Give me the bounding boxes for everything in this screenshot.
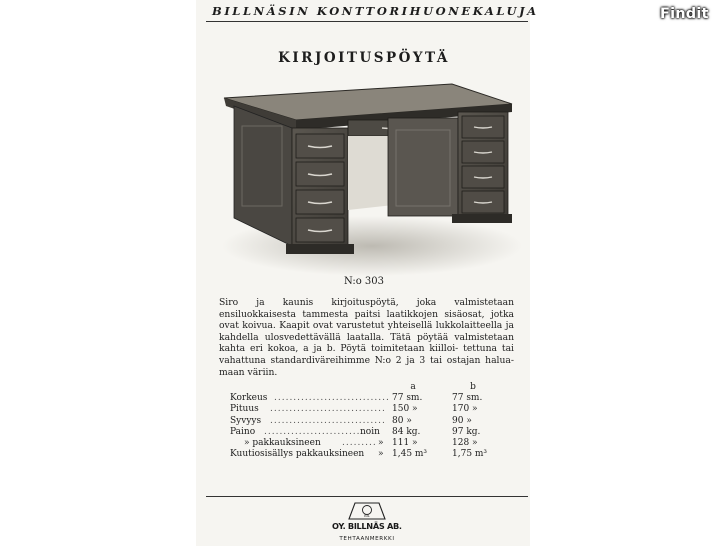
spec-value-a: 84 kg.	[392, 426, 421, 437]
spec-label: Paino	[230, 426, 256, 437]
spec-label: Korkeus	[230, 393, 268, 404]
footer-rule	[206, 496, 528, 497]
spec-value-a: 1,45 m³	[392, 449, 428, 460]
specs-row	[230, 416, 510, 427]
dot-leader: .........	[342, 437, 377, 448]
spec-value-b: 90 »	[452, 415, 472, 426]
dot-leader: ..............................	[270, 404, 386, 415]
description-line: paitsi laatikkojen sisäosat, jotka ovat koivua. Kaapit ovat varustetut	[219, 308, 514, 332]
logo-company-name: OY. BILLNÄS AB.	[332, 521, 402, 531]
specs-row	[230, 438, 510, 449]
specs-table	[230, 382, 510, 460]
description-line: yhteisellä lukkolaitteella ja kahdella ulosvedettävällä laatalla. Tätä	[219, 320, 514, 343]
description-line: maan väriin.	[219, 366, 278, 378]
page-title: KIRJOITUSPÖYTÄ	[278, 50, 450, 66]
specs-row	[230, 427, 510, 438]
spec-value-b: 170 »	[452, 404, 478, 415]
emblem-text: BIL	[364, 514, 370, 518]
spec-value-a: 111 »	[392, 437, 418, 448]
spec-value-b: 128 »	[452, 437, 478, 448]
spec-label: Pituus	[230, 404, 259, 415]
company-logo	[327, 500, 407, 544]
model-number: N:o 303	[343, 276, 385, 287]
specs-header-row	[230, 382, 510, 393]
catalog-header: BILLNÄSIN KONTTORIHUONEKALUJA	[212, 4, 539, 18]
spec-value-a: 150 »	[392, 404, 418, 415]
specs-row	[230, 393, 510, 404]
spec-value-b: 77 sm.	[452, 393, 483, 404]
spec-label: » pakkauksineen	[244, 437, 321, 448]
description-paragraph	[219, 297, 514, 378]
desk-illustration	[212, 78, 524, 274]
header-rule	[206, 21, 528, 22]
specs-row	[230, 449, 510, 460]
spec-value-a: 77 sm.	[392, 393, 423, 404]
findit-watermark: Findit	[660, 6, 709, 22]
column-header-a: a	[410, 382, 416, 392]
spec-label: Syvyys	[230, 415, 262, 426]
logo-subtitle: TEHTAANMERKKI	[339, 536, 395, 542]
specs-row	[230, 404, 510, 415]
spec-label: Kuutiosisällys pakkauksineen	[230, 449, 365, 460]
spec-mark: »	[378, 449, 384, 460]
dot-leader: ..........................	[264, 426, 365, 437]
description-line: Siro ja kaunis kirjoituspöytä, joka valmistetaan ensiluokkaisesta tammesta	[219, 297, 514, 320]
spec-mark: »	[378, 437, 384, 448]
dot-leader: ..............................	[274, 393, 390, 404]
spec-mark: noin	[360, 426, 380, 437]
dot-leader: ..............................	[270, 415, 386, 426]
description-line: pöytää valmistetaan kahta eri kokoa, a ja b. Pöytä toimitetaan kiilloi-	[219, 331, 514, 355]
spec-value-b: 1,75 m³	[452, 449, 488, 460]
column-header-b: b	[470, 382, 476, 392]
description-line: tettuna tai vahattuna standardiväreihimme N:o 2 ja 3 tai ostajan halua-	[219, 343, 514, 366]
spec-value-a: 80 »	[392, 415, 412, 426]
spec-value-b: 97 kg.	[452, 426, 481, 437]
